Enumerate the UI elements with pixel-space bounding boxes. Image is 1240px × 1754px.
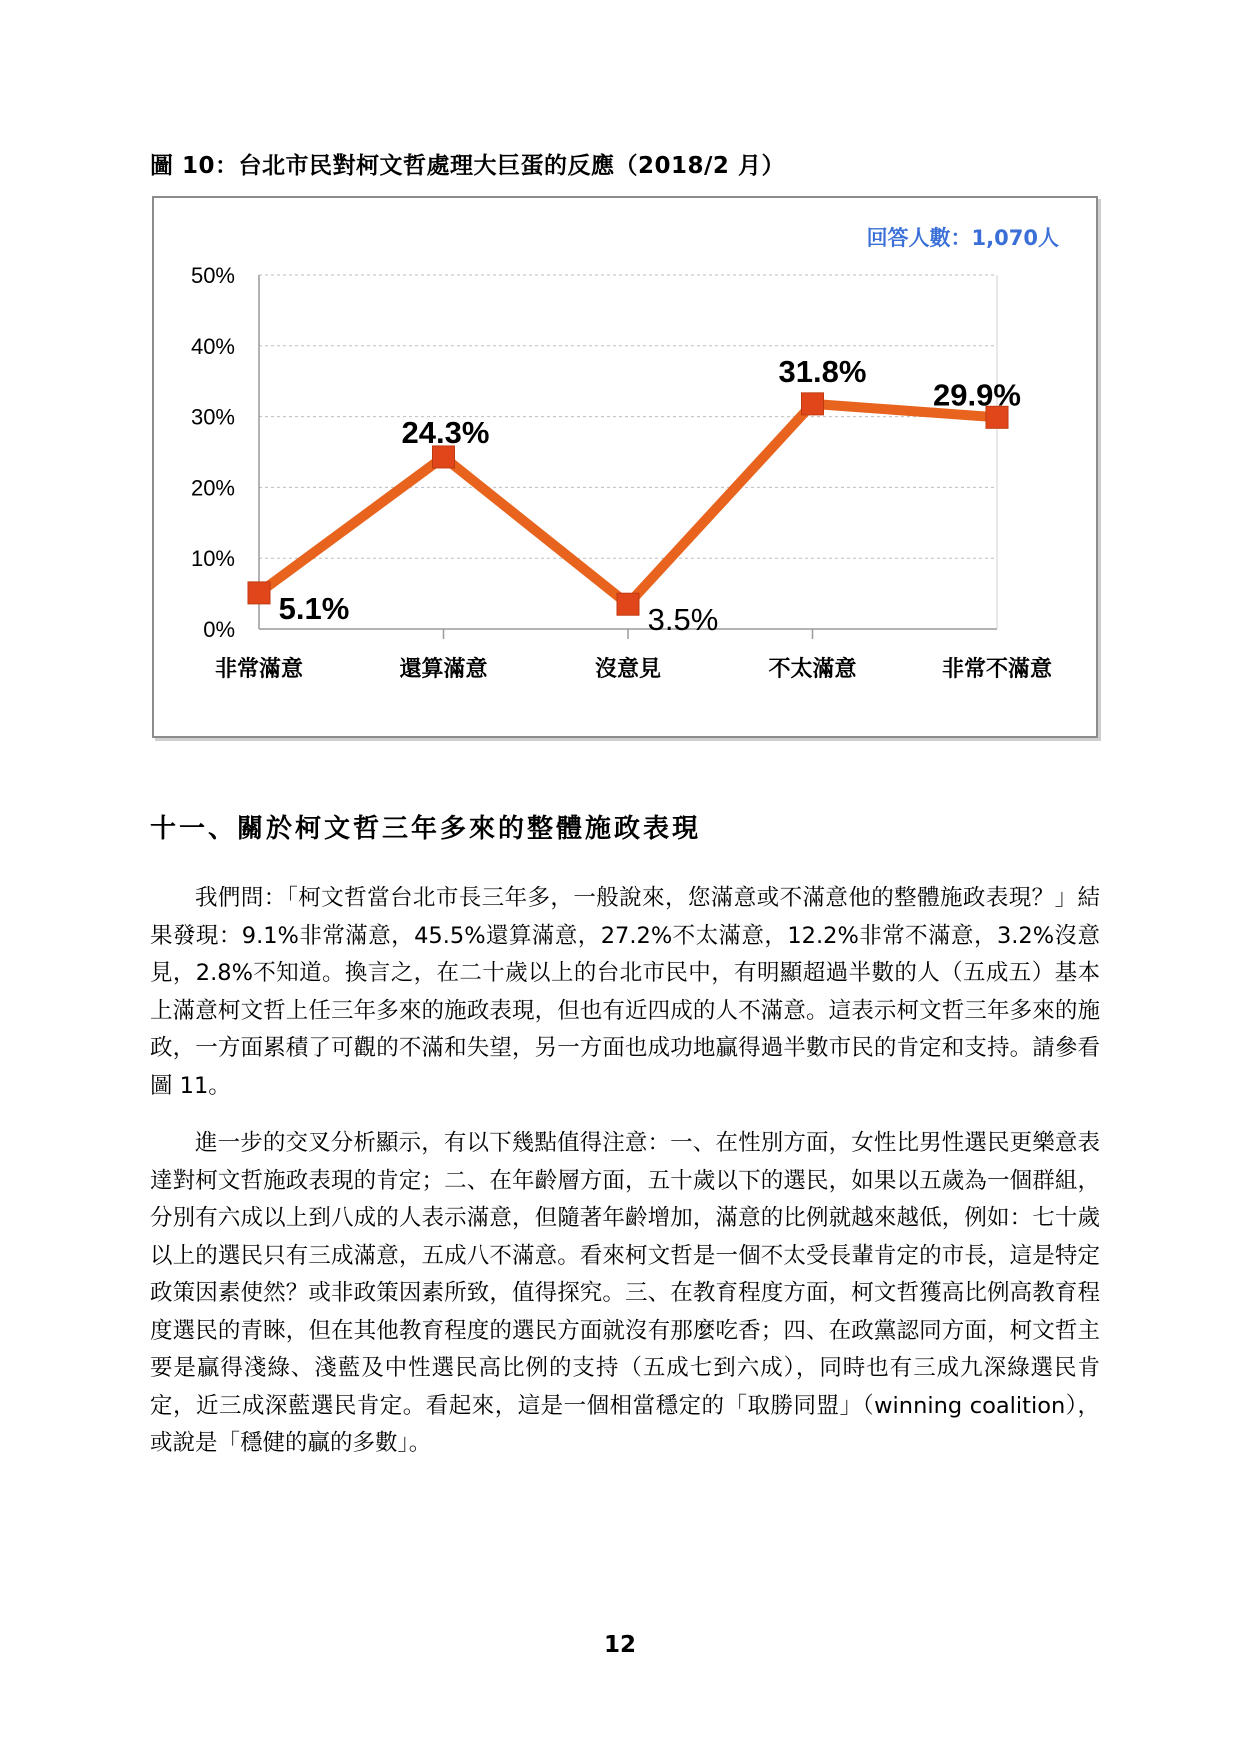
data-label: 29.9% [933,377,1021,413]
y-tick-label: 10% [190,546,235,572]
respondent-count-note: 回答人數：1,070人 [866,226,1059,250]
data-point [248,582,270,604]
x-category-label: 還算滿意 [399,657,488,682]
paragraph-1: 我們問：「柯文哲當台北市長三年多，一般說來，您滿意或不滿意他的整體施政表現？」結果發現：9.1%非常滿意，45.5%還算滿意，27.2%不太滿意，12.2%非常不滿意，3.2%沒意見，2.8%不知道。換言之，在二十歲以上的台北市民中，有明顯超過半數的人（五成五）基本上滿意柯文哲上任三年多來的施政表現，但也有近四成的人不滿意。這表示柯文哲三年多來的施政，一方面累積了可觀的不滿和失望，另一方面也成功地贏得過半數市民的肯定和支持。請參看圖 11。 [150,885,1100,1099]
data-point [802,393,824,415]
data-point [617,593,639,615]
x-category-label: 非常滿意 [214,657,304,682]
y-tick-label: 30% [190,404,235,430]
data-label: 24.3% [401,414,490,450]
data-label: 5.1% [278,590,350,626]
y-tick-label: 40% [190,333,235,359]
data-label: 3.5% [647,602,719,638]
line-chart [154,198,1096,736]
section-heading: 十一、關於柯文哲三年多來的整體施政表現 [150,814,702,844]
data-label: 31.8% [778,353,867,389]
paragraph-2: 進一步的交叉分析顯示，有以下幾點值得注意：一、在性別方面，女性比男性選民更樂意表達對柯文哲施政表現的肯定；二、在年齡層方面，五十歲以下的選民，如果以五歲為一個群組，分別有六成以上到八成的人表示滿意，但隨著年齡增加，滿意的比例就越來越低，例如：七十歲以上的選民只有三成滿意，五成八不滿意。看來柯文哲是一個不太受長輩肯定的市長，這是特定政策因素使然？或非政策因素所致，值得探究。三、在教育程度方面，柯文哲獲高比例高教育程度選民的青睞，但在其他教育程度的選民方面就沒有那麼吃香；四、在政黨認同方面，柯文哲主要是贏得淺綠、淺藍及中性選民高比例的支持（五成七到六成），同時也有三成九深綠選民肯定，近三成深藍選民肯定。看起來，這是一個相當穩定的「取勝同盟」（winning coalition），或說是「穩健的贏的多數」。 [150,1130,1100,1456]
series-line [259,404,997,604]
x-category-label: 沒意見 [594,657,662,682]
chart-frame [152,196,1098,738]
x-category-label: 非常不滿意 [941,657,1053,682]
x-category-label: 不太滿意 [768,657,857,682]
y-tick-label: 0% [203,617,235,642]
y-tick-label: 20% [190,475,235,501]
page-number: 12 [603,1632,636,1658]
y-tick-label: 50% [190,263,235,288]
figure-caption: 圖 10：台北市民對柯文哲處理大巨蛋的反應（2018/2 月） [150,153,785,179]
